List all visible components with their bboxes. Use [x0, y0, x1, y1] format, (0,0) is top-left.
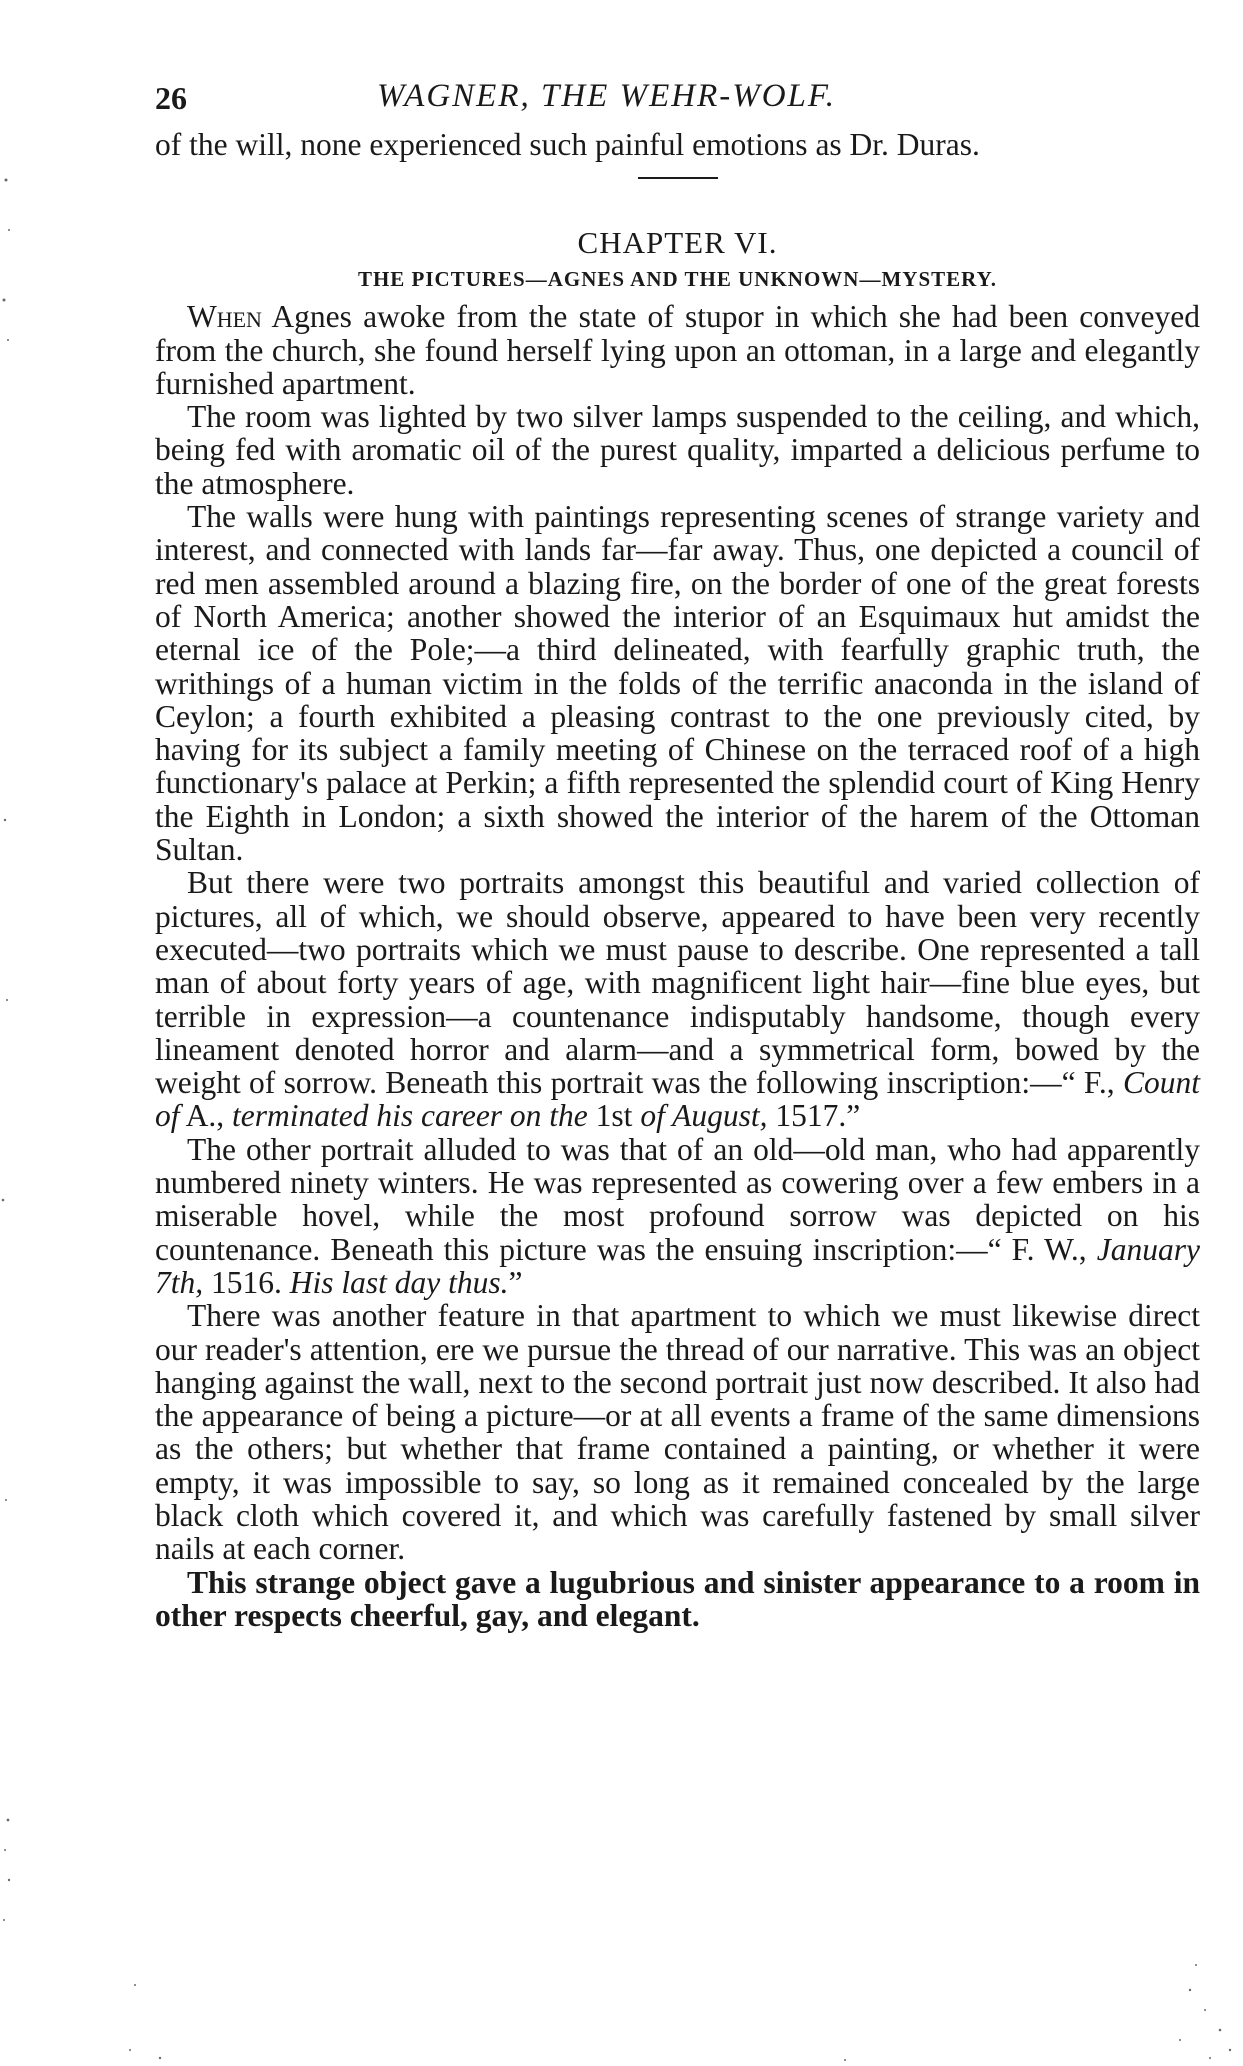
running-title: WAGNER, THE WEHR-WOLF.: [377, 78, 837, 114]
paragraph-4-italic-month: of August,: [640, 1098, 768, 1134]
paragraph-1-lead-word: When: [187, 299, 262, 335]
paragraph-1-text: Agnes awoke from the state of stupor in which she had been conveyed from the church, she found herself lying upon an ottoman, in a large and elegantly furnished apartment.: [155, 299, 1200, 401]
paragraph-4-initial: A.,: [179, 1098, 233, 1134]
page-header: [155, 78, 1200, 128]
paragraph-5-text: The other portrait alluded to was that of an old—old man, who had apparently numbered ninety winters. He was represented as cowering over a few embers in a miserable hovel, while the most profound sorrow was depicted on his countenance. Beneath this picture was the ensuing inscription:—“ F. W.,: [155, 1131, 1200, 1267]
paragraph-4-day: 1st: [587, 1098, 641, 1134]
book-page: [155, 78, 1200, 1632]
continued-paragraph: of the will, none experienced such painful emotions as Dr. Duras.: [155, 127, 980, 162]
paragraph-4-italic-career: terminated his career on the: [232, 1098, 588, 1134]
paragraph-4-italic-count: Count of: [155, 1065, 1200, 1134]
paragraph-1: [155, 300, 1200, 400]
paragraph-3: The walls were hung with paintings representing scenes of strange variety and interest, and connected with lands far—far away. Thus, one depicted a council of red men assembled around a blazing fire, on the border of one of the great forests of North America; another showed the interior of an Esquimaux hut amidst the eternal ice of the Pole;—a third delineated, with fearfully graphic truth, the writhings of a human victim in the folds of the terrific anaconda in the island of Ceylon; a fourth exhibited a pleasing contrast to the one previously cited, by having for its subject a family meeting of Chinese on the terraced roof of a high functionary's palace at Perkin; a fifth represented the splendid court of King Henry the Eighth in London; a sixth showed the interior of the harem of the Ottoman Sultan.: [155, 499, 1200, 868]
paragraph-5: [155, 1133, 1200, 1299]
paragraph-4: [155, 866, 1200, 1132]
chapter-subtitle: THE PICTURES—AGNES AND THE UNKNOWN—MYSTERY.: [357, 267, 998, 292]
paragraph-5-italic-last-day: His last day thus.: [289, 1264, 509, 1300]
paragraph-4-year: 1517.”: [767, 1098, 861, 1134]
paragraph-5-italic-date: January 7th,: [155, 1231, 1200, 1300]
page-number: 26: [155, 80, 187, 116]
section-divider: [638, 177, 718, 179]
paragraph-5-year: 1516.: [203, 1264, 290, 1300]
paragraph-6: There was another feature in that apartment to which we must likewise direct our reader's attention, ere we pursue the thread of our narrative. This was an object hanging against the wall, next to the second portrait just now described. It also had the appearance of being a picture—or at all events a frame of the same dimensions as the others; but whether that frame contained a painting, or whether it were empty, it was impossible to say, so long as it remained concealed by the large black cloth which covered it, and which was carefully fastened by small silver nails at each corner.: [155, 1298, 1200, 1567]
paragraph-4-text: But there were two portraits amongst this beautiful and varied collection of pictures, all of which, we should observe, appeared to have been very recently executed—two portraits which we must pause to describe. One represented a tall man of about forty years of age, with magnificent light hair—fine blue eyes, but terrible in expression—a countenance indisputably handsome, though every lineament denoted horror and alarm—and a symmetrical form, bowed by the weight of sorrow. Beneath this portrait was the following inscription:—“ F.,: [155, 865, 1200, 1101]
paragraph-2: The room was lighted by two silver lamps suspended to the ceiling, and which, being fed with aromatic oil of the purest quality, imparted a delicious perfume to the atmosphere.: [155, 399, 1200, 501]
paragraph-7: This strange object gave a lugubrious and sinister appearance to a room in other respects cheerful, gay, and elegant.: [155, 1564, 1200, 1633]
chapter-title: CHAPTER VI.: [577, 225, 778, 261]
paragraph-5-close-quote: ”: [508, 1264, 523, 1300]
